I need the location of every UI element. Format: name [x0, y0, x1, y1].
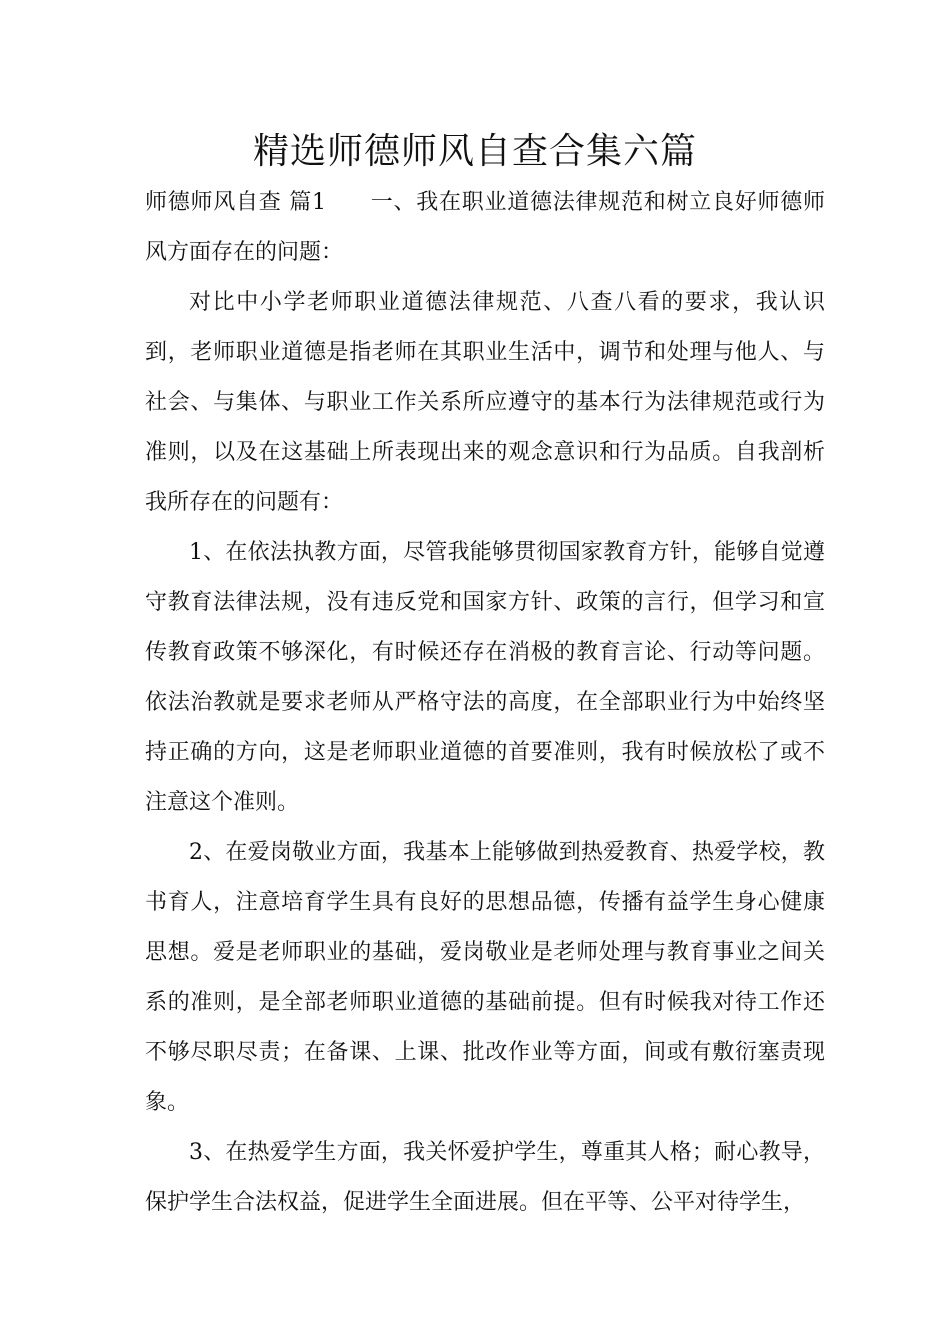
paragraph-1 [145, 178, 825, 278]
paragraph-5: 3、在热爱学生方面，我关怀爱护学生，尊重其人格；耐心教导，保护学生合法权益，促进学生全面进展。但在平等、公平对待学生， [145, 1140, 825, 1215]
paragraph-3: 1、在依法执教方面，尽管我能够贯彻国家教育方针，能够自觉遵守教育法律法规，没有违反党和国家方针、政策的言行，但学习和宣传教育政策不够深化，有时候还存在消极的教育言论、行动等问题。依法治教就是要求老师从严格守法的高度，在全部职业行为中始终坚持正确的方向，这是老师职业道德的首要准则，我有时候放松了或不注意这个准则。 [145, 540, 825, 815]
section-label: 师德师风自查 篇1 [145, 190, 326, 215]
paragraph-1-text: 一、我在职业道德法律规范和树立良好师德师风方面存在的问题： [145, 190, 825, 265]
document-body [145, 178, 825, 1228]
document-title: 精选师德师风自查合集六篇 [252, 131, 697, 172]
paragraph-2: 对比中小学老师职业道德法律规范、八查八看的要求，我认识到，老师职业道德是指老师在其职业生活中，调节和处理与他人、与社会、与集体、与职业工作关系所应遵守的基本行为法律规范或行为准则，以及在这基础上所表现出来的观念意识和行为品质。自我剖析我所存在的问题有： [145, 290, 825, 515]
paragraph-4: 2、在爱岗敬业方面，我基本上能够做到热爱教育、热爱学校，教书育人，注意培育学生具有良好的思想品德，传播有益学生身心健康思想。爱是老师职业的基础，爱岗敬业是老师处理与教育事业之间关系的准则，是全部老师职业道德的基础前提。但有时候我对待工作还不够尽职尽责；在备课、上课、批改作业等方面，间或有敷衍塞责现象。 [145, 840, 825, 1115]
